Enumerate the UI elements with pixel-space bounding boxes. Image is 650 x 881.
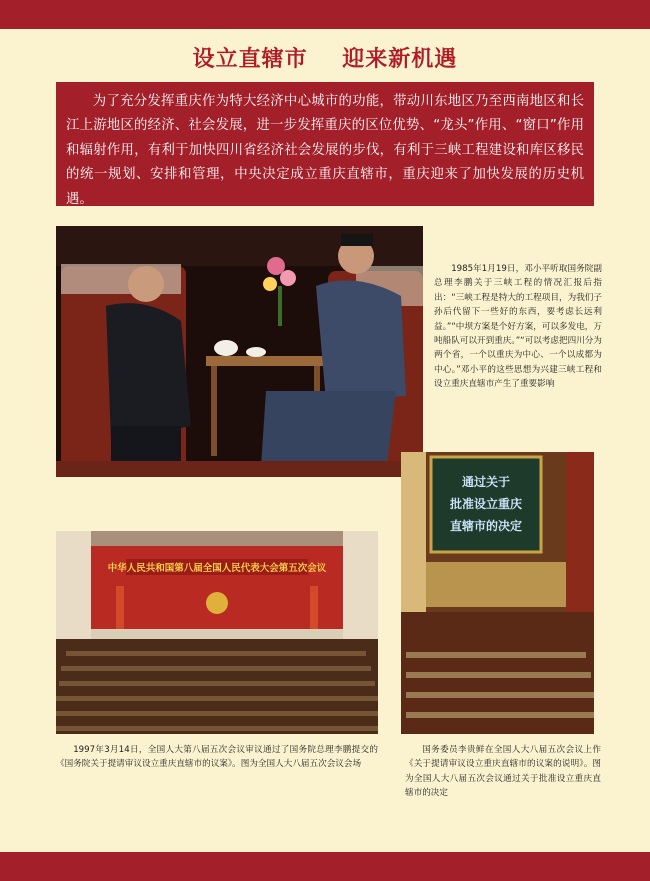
intro-paragraph: 为了充分发挥重庆作为特大经济中心城市的功能，带动川东地区乃至西南地区和长江上游地区的经济、社会发展，进一步发挥重庆的区位优势、“龙头”作用、“窗口”作用和辐射作用，有利于加快四川省经济社会发展的步伐，有利于三峡工程建设和库区移民的统一规划、安排和管理，中央决定成立重庆直辖市，重庆迎来了加快发展的历史机遇。: [56, 82, 594, 206]
vote-screen-caption: 国务委员李贵鲜在全国人大八届五次会议上作《关于提请审议设立重庆直辖市的议案的说明》。图为全国人大八届五次会议通过关于批准设立重庆直辖市的决定: [405, 745, 601, 799]
congress-hall-photo: [56, 531, 378, 734]
vote-screen-photo: [401, 452, 594, 734]
congress-hall-caption: 1997年3月14日，全国人大第八届五次会议审议通过了国务院总理李鹏提交的《国务院关于提请审议设立重庆直辖市的议案》。图为全国人大八届五次会议会场: [56, 745, 378, 770]
top-band: [0, 0, 650, 29]
meeting-caption: 1985年1月19日，邓小平听取国务院副总理李鹏关于三峡工程的情况汇报后指出：“三峡工程是特大的工程项目，为我们子孙后代留下一些好的东西，要考虑长远利益。”“中坝方案是个好方案，可以多发电，万吨船队可以开到重庆。”“可以考虑把四川分为两个省，一个以重庆为中心、一个以成都为中心。”邓小平的这些思想为兴建三峡工程和设立重庆直辖市产生了重要影响: [434, 264, 602, 390]
screen-line-2: 批准设立重庆: [449, 497, 523, 511]
screen-line-3: 直辖市的决定: [449, 519, 523, 533]
page-title: 设立直辖市 迎来新机遇: [192, 46, 458, 72]
meeting-photo: [56, 226, 423, 477]
screen-line-1: 通过关于: [461, 475, 511, 489]
congress-banner: 中华人民共和国第八届全国人民代表大会第五次会议: [107, 563, 327, 574]
bottom-band: [0, 852, 650, 881]
